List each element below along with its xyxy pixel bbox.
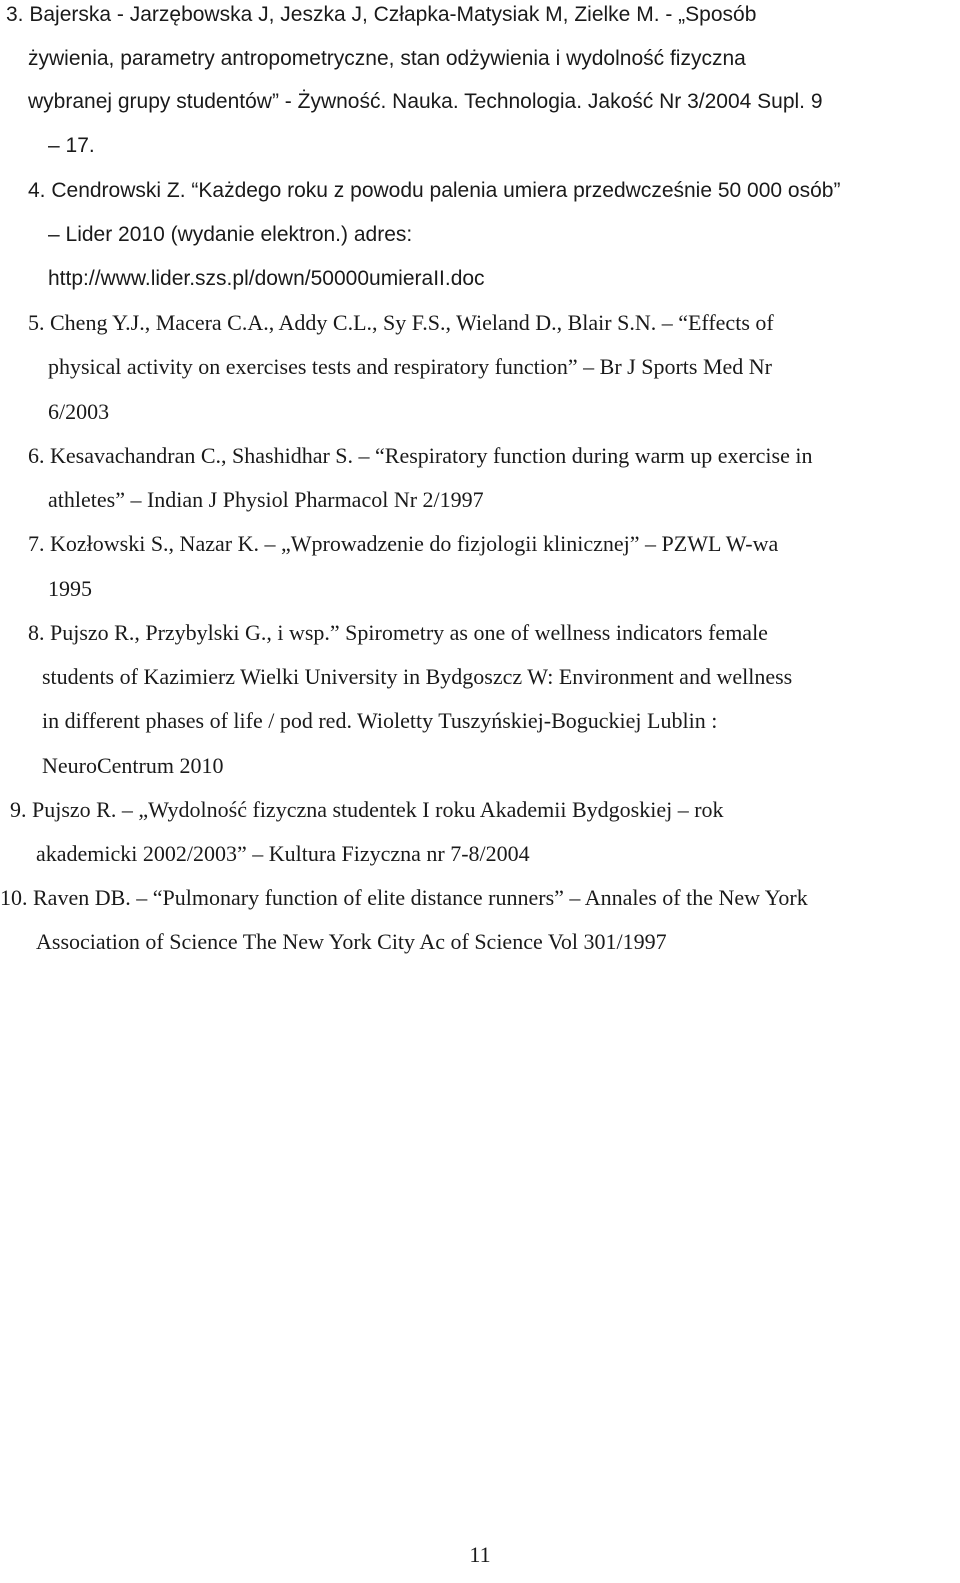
reference-8-line-2: students of Kazimierz Wielki University in Bydgoszcz W: Environment and wellness [42, 664, 793, 689]
reference-7-line-2: 1995 [48, 576, 92, 601]
reference-9-line-1: 9. Pujszo R. – „Wydolność fizyczna studentek I roku Akademii Bydgoskiej – rok [10, 797, 724, 822]
reference-3-line-1: 3. Bajerska - Jarzębowska J, Jeszka J, Człapka-Matysiak M, Zielke M. - „Sposób [6, 3, 757, 26]
reference-3-line-3: wybranej grupy studentów” - Żywność. Nauka. Technologia. Jakość Nr 3/2004 Supl. 9 [28, 90, 823, 113]
reference-4-line-1: 4. Cendrowski Z. “Każdego roku z powodu palenia umiera przedwcześnie 50 000 osób” [28, 179, 841, 202]
reference-10-line-1: 10. Raven DB. – “Pulmonary function of elite distance runners” – Annales of the New York [0, 885, 808, 910]
reference-5-line-3: 6/2003 [48, 399, 110, 424]
reference-3-line-2: żywienia, parametry antropometryczne, stan odżywienia i wydolność fizyczna [28, 47, 746, 70]
reference-9-line-2: akademicki 2002/2003” – Kultura Fizyczna nr 7-8/2004 [36, 841, 530, 866]
reference-6-line-1: 6. Kesavachandran C., Shashidhar S. – “Respiratory function during warm up exercise in [28, 443, 813, 468]
reference-8-line-1: 8. Pujszo R., Przybylski G., i wsp.” Spirometry as one of wellness indicators female [28, 620, 768, 645]
reference-6-line-2: athletes” – Indian J Physiol Pharmacol Nr 2/1997 [48, 487, 484, 512]
reference-8-line-3: in different phases of life / pod red. Wioletty Tuszyńskiej-Boguckiej Lublin : [42, 708, 718, 733]
reference-3-line-4: – 17. [48, 134, 95, 157]
page-number: 11 [469, 1542, 491, 1567]
reference-7-line-1: 7. Kozłowski S., Nazar K. – „Wprowadzenie do fizjologii klinicznej” – PZWL W-wa [28, 531, 779, 556]
reference-4-line-2: – Lider 2010 (wydanie elektron.) adres: [48, 223, 413, 246]
reference-10-line-2: Association of Science The New York City Ac of Science Vol 301/1997 [36, 929, 667, 954]
reference-4-url: http://www.lider.szs.pl/down/50000umieraII.doc [48, 267, 485, 290]
reference-8-line-4: NeuroCentrum 2010 [42, 753, 224, 778]
reference-5-line-1: 5. Cheng Y.J., Macera C.A., Addy C.L., Sy F.S., Wieland D., Blair S.N. – “Effects of [28, 310, 774, 335]
reference-5-line-2: physical activity on exercises tests and respiratory function” – Br J Sports Med Nr [48, 354, 773, 379]
